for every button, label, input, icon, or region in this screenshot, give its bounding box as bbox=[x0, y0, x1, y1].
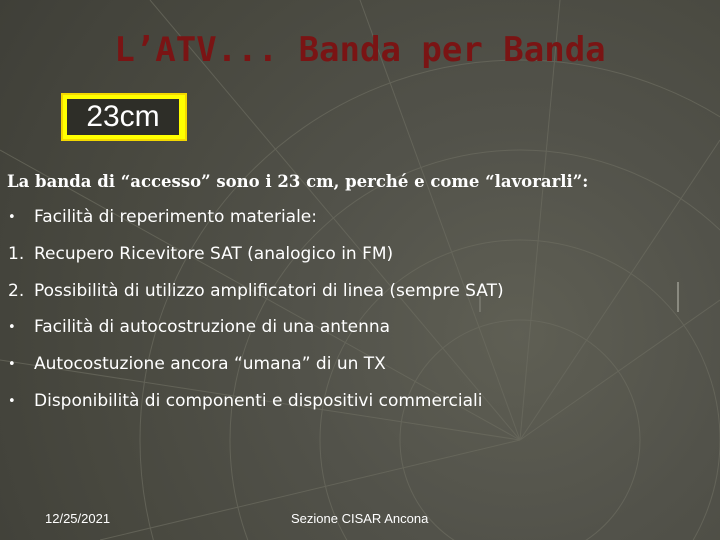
list-item-text: Possibilità di utilizzo amplificatori di linea (sempre SAT) bbox=[34, 280, 504, 301]
list-item bbox=[8, 354, 504, 391]
number-marker: 2. bbox=[8, 280, 25, 301]
list-item-text: Facilità di reperimento materiale: bbox=[34, 207, 317, 227]
number-marker: 1. bbox=[8, 243, 25, 264]
bullet-list bbox=[8, 207, 504, 428]
list-item-text: Recupero Ricevitore SAT (analogico in FM) bbox=[34, 243, 394, 264]
intro-text: La banda di “accesso” sono i 23 cm, perché e come “lavorarli”: bbox=[7, 172, 589, 191]
bullet-marker: • bbox=[8, 320, 16, 336]
list-item bbox=[8, 391, 504, 428]
list-item bbox=[8, 281, 504, 318]
band-label-inner bbox=[67, 99, 179, 135]
list-item-text: Facilità di autocostruzione di una antenna bbox=[34, 317, 391, 338]
bullet-marker: • bbox=[8, 210, 16, 225]
list-item-text: Disponibilità di componenti e dispositivi commerciali bbox=[34, 390, 483, 411]
band-label-box bbox=[61, 93, 187, 141]
footer-org: Sezione CISAR Ancona bbox=[291, 511, 429, 526]
footer-date: 12/25/2021 bbox=[45, 511, 111, 526]
band-label-text: 23cm bbox=[86, 100, 160, 133]
slide-title: L’ATV... Banda per Banda bbox=[114, 30, 606, 70]
bullet-marker: • bbox=[8, 393, 16, 409]
list-item bbox=[8, 244, 504, 281]
list-item bbox=[8, 207, 504, 244]
bullet-marker: • bbox=[8, 357, 16, 373]
list-item bbox=[8, 317, 504, 354]
list-item-text: Autocostuzione ancora “umana” di un TX bbox=[34, 354, 386, 375]
